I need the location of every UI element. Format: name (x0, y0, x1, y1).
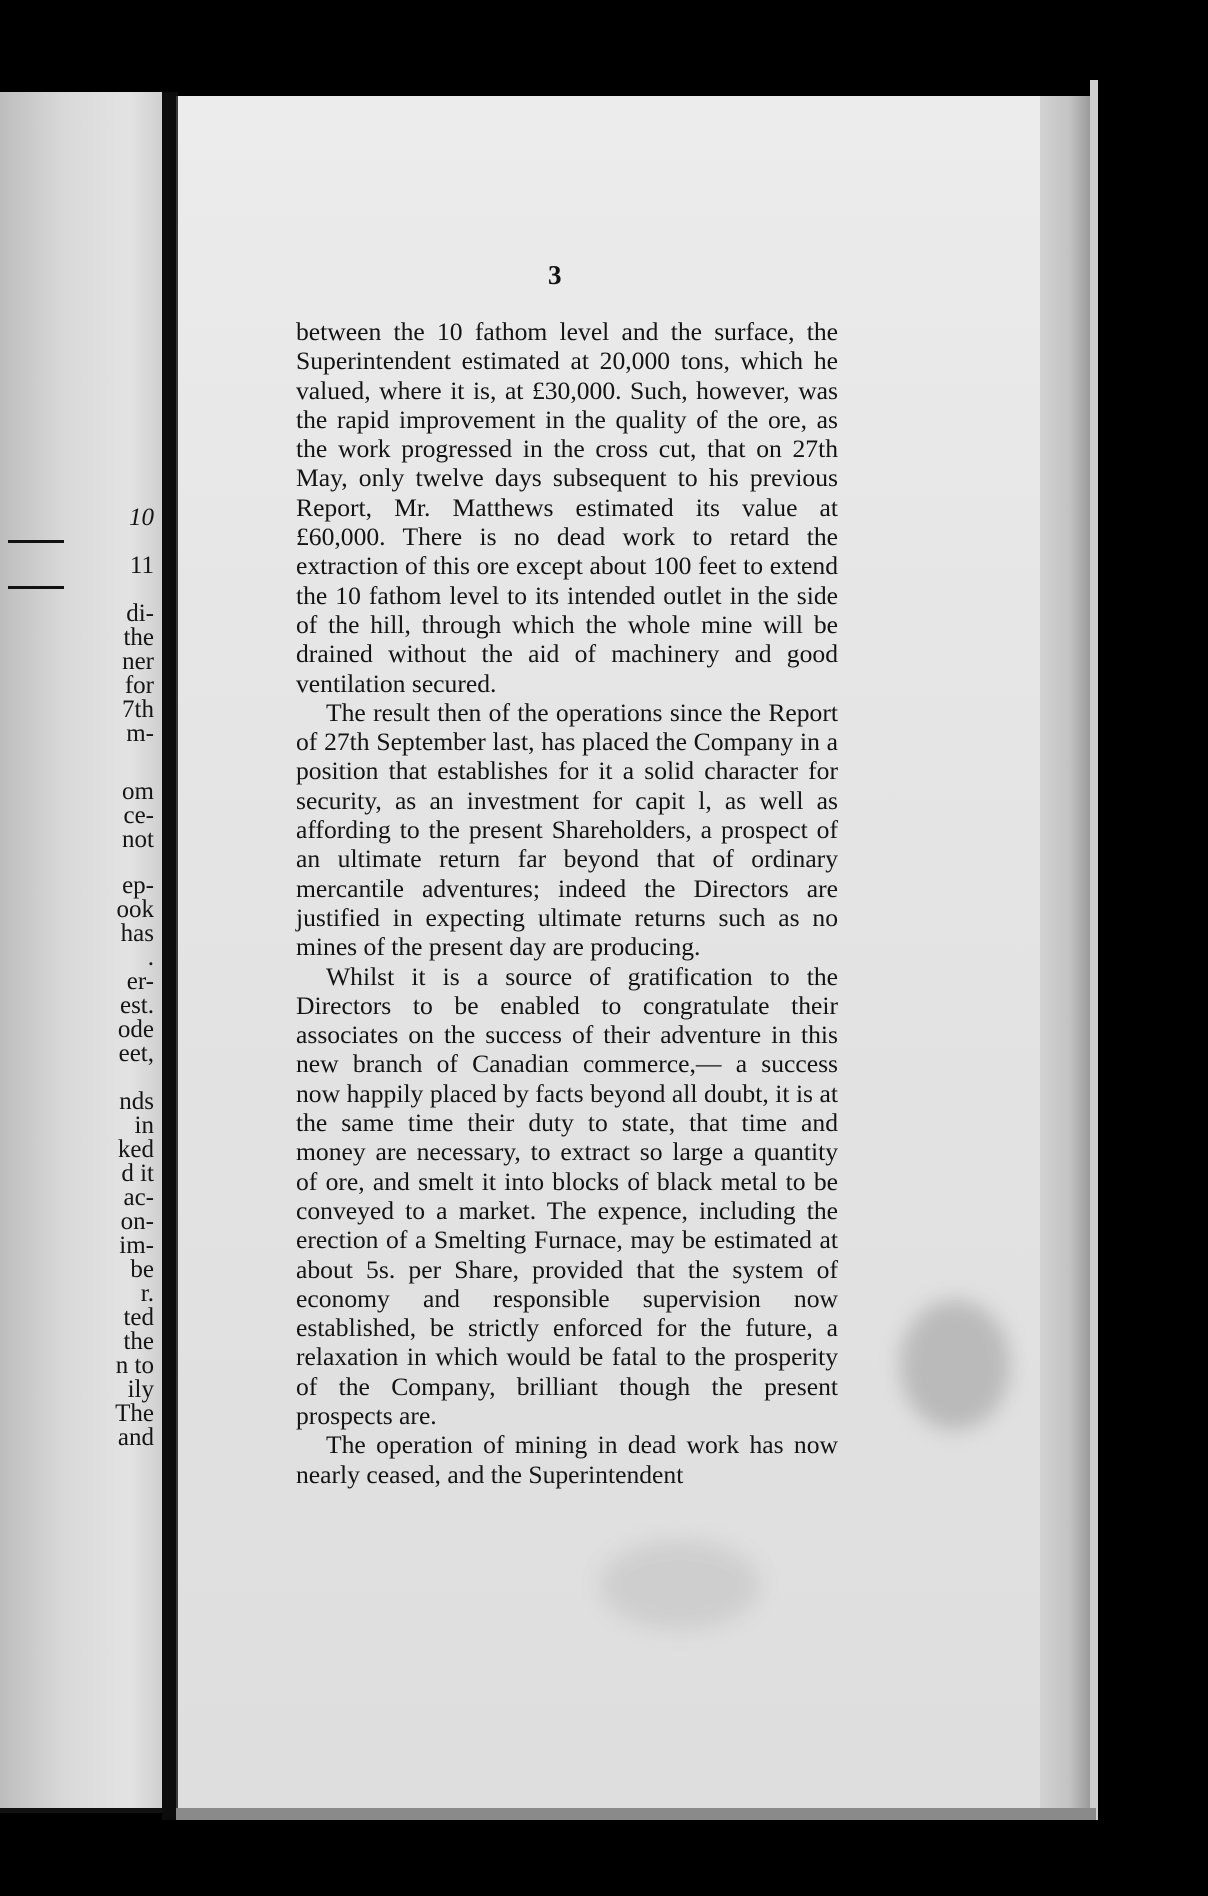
left-fragment: ook (116, 896, 154, 923)
left-fragment: be (130, 1256, 154, 1283)
page-bottom-shadow (176, 1808, 1096, 1820)
paragraph: between the 10 fathom level and the surface, the Superintendent estimated at 20,000 tons, which he valued, where it is, at £30,000. Such, however, was the rapid improvement in the quality of the ore, as the work progressed in the cross cut, that on 27th May, only twelve days subsequent to his previous Report, Mr. Matthews estimated its value at £60,000. There is no dead work to retard the extraction of this ore except about 100 feet to extend the 10 fathom level to its intended outlet in the side of the hill, through which the whole mine will be drained without the aid of machinery and good ventilation secured. (296, 317, 838, 698)
ink-smudge (900, 1300, 1010, 1430)
ink-smudge (600, 1540, 760, 1630)
left-fragment: and (117, 1424, 154, 1451)
left-fragment: nds (119, 1088, 154, 1115)
left-fragment: eet, (118, 1040, 154, 1067)
left-fragment: ner (122, 648, 154, 675)
page-curl-edge (1040, 96, 1090, 1820)
left-fragment: er- (126, 968, 154, 995)
left-page-bottom-edge (0, 1808, 162, 1813)
left-fragment: r. (140, 1280, 154, 1307)
left-fragment: om (122, 778, 154, 805)
page-edge-line (1090, 80, 1098, 1820)
left-fragment: The (115, 1400, 154, 1427)
page-number: 3 (548, 260, 562, 290)
left-fragment: on- (120, 1208, 154, 1235)
paragraph: Whilst it is a source of gratification to the Directors to be enabled to congratulate their associates on the success of their adventure in this new branch of Canadian commerce,— a success now happily placed by facts beyond all doubt, it is at the same time their duty to state, that time and money are necessary, to extract so large a quantity of ore, and smelt it into blocks of black metal to be conveyed to a market. The expence, including the erection of a Smelting Furnace, may be estimated at about 5s. per Share, provided that the system of economy and responsible supervision now established, be strictly enforced for the future, a relaxation in which would be fatal to the prosperity of the Company, brilliant though the present prospects are. (296, 961, 838, 1430)
left-fragment: the (123, 624, 154, 651)
left-fragment: 10 (129, 504, 154, 531)
left-fragment: m- (126, 720, 154, 747)
left-fragment: 7th (122, 696, 154, 723)
left-fragment: n to (115, 1352, 154, 1379)
left-fragment: di- (126, 600, 154, 627)
left-fragment: ode (117, 1016, 154, 1043)
paragraph: The operation of mining in dead work has now nearly ceased, and the Superintendent (296, 1430, 838, 1489)
left-fragment: 11 (129, 552, 154, 579)
left-rule (8, 586, 64, 589)
left-fragment: est. (119, 992, 154, 1019)
left-fragment: ily (127, 1376, 154, 1403)
left-fragment: has (120, 920, 154, 947)
page-body-text (296, 317, 838, 1489)
left-fragment: ce- (123, 802, 154, 829)
left-fragment: for (124, 672, 154, 699)
paragraph: The result then of the operations since the Report of 27th September last, has placed the Company in a position that establishes for it a solid character for security, as an investment for capit l, as well as affording to the present Shareholders, a prospect of an ultimate return far beyond that of ordinary mercantile adventures; indeed the Directors are justified in expecting ultimate returns such as no mines of the present day are producing. (296, 697, 838, 962)
left-fragment: d it (121, 1160, 154, 1187)
left-rule (8, 540, 64, 543)
left-fragment: in (134, 1112, 154, 1139)
left-fragment: ked (117, 1136, 154, 1163)
left-fragment: the (123, 1328, 154, 1355)
left-fragment: im- (119, 1232, 154, 1259)
left-fragment: ep- (122, 872, 154, 899)
left-fragment: not (122, 826, 154, 853)
left-fragment: . (147, 944, 154, 971)
left-fragment: ac- (123, 1184, 154, 1211)
left-fragment: ted (123, 1304, 154, 1331)
previous-page-fragment (0, 92, 162, 1810)
